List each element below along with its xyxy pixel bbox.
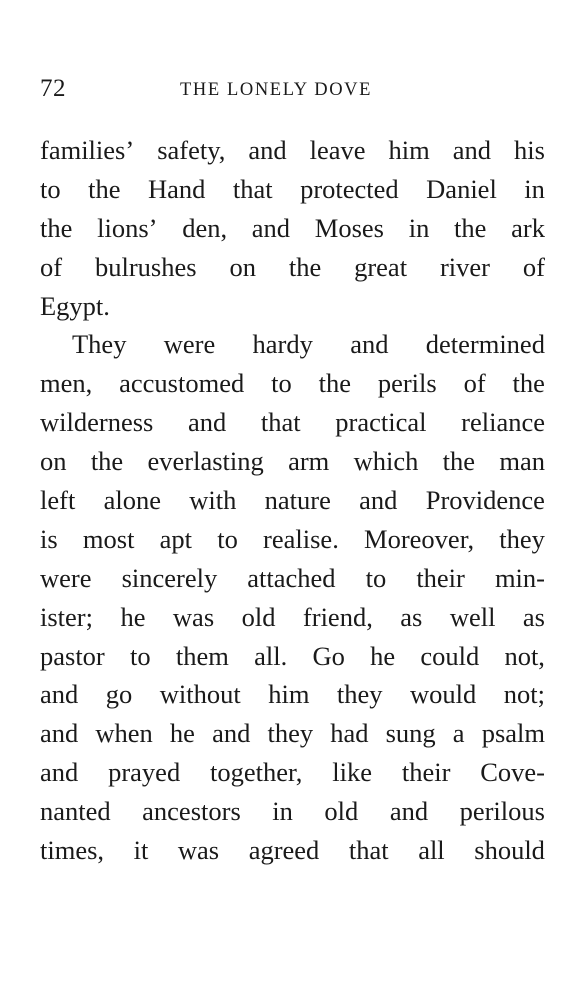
word: the [88,173,121,204]
text-line [40,248,545,287]
word: had [330,718,369,749]
word: and [40,718,79,749]
word: in [524,173,545,204]
word: to [130,640,151,671]
word: in [272,796,293,827]
word: to [40,173,61,204]
word: old [324,796,359,827]
word: friend, [302,601,373,632]
word: Providence [425,485,545,516]
word: without [159,679,241,710]
text-line [40,598,545,637]
word: and [187,407,227,438]
word: of [522,251,545,282]
word: bulrushes [94,251,197,282]
word: on [229,251,256,282]
word: that [232,173,273,204]
word: nature [264,485,331,516]
word: that [348,835,389,866]
text-line [40,287,545,326]
word: ancestors [142,796,241,827]
word: ark [511,212,545,243]
word: great [354,251,408,282]
text-line [40,714,545,753]
word: alone [103,485,161,516]
word: him [388,135,430,165]
word: attached [247,562,336,593]
text-line [40,675,545,714]
word: pastor [40,640,105,671]
running-title: THE LONELY DOVE [180,80,373,100]
word: the [454,212,487,243]
text-line [40,637,545,676]
word: on [40,446,67,477]
word: sung [385,718,436,749]
word: should [474,835,545,866]
word: and [359,485,398,516]
word: agreed [248,835,320,866]
word: well [449,601,496,632]
word: hardy [252,329,313,360]
text-line [40,559,545,598]
word: ister; [40,601,93,632]
word: psalm [481,718,545,749]
text-line [40,831,545,870]
word: was [172,601,215,632]
word: min- [494,562,545,593]
body-text [40,131,545,870]
word: their [401,757,451,788]
word: protected [300,173,399,204]
text-line [40,209,545,248]
word: that [260,407,301,438]
word: it [133,835,149,866]
text-line [40,753,545,792]
word: and [40,757,79,788]
text-line [40,131,545,170]
word: was [177,835,220,866]
word: safety, [157,135,226,165]
word: were [40,562,92,593]
word: the [512,368,545,399]
page-number: 72 [40,75,66,102]
word: he [120,601,146,632]
word: and [251,212,291,243]
text-line [40,325,545,364]
word: as [522,601,545,632]
word: together, [210,757,303,788]
word: they [499,523,545,554]
word: not; [503,679,545,710]
word: them [175,640,229,671]
word: perils [377,368,437,399]
word: men, [40,368,93,399]
text-line [40,520,545,559]
word: accustomed [119,368,245,399]
word: lions’ [97,212,158,243]
word: they [336,679,383,710]
word: river [439,251,490,282]
word: the [442,446,476,477]
word: and [40,679,79,710]
word: the [288,251,322,282]
word: practical [335,407,427,438]
word: determined [425,329,545,360]
word: of [40,251,63,282]
word: wilderness [40,407,154,438]
word: as [400,601,423,632]
word: his [514,135,545,165]
word: families’ [40,135,135,165]
text-line [40,170,545,209]
word: sincerely [121,562,218,593]
word: him [268,679,310,710]
word: den, [182,212,228,243]
word: a [452,718,465,749]
word: apt [159,523,193,554]
word: leave [309,135,366,165]
word: when [95,718,153,749]
text-line [40,792,545,831]
word: he [370,640,396,671]
word: Go [312,640,345,671]
word: the [40,212,73,243]
word: left [40,485,76,516]
word: to [365,562,387,593]
word: Hand [147,173,206,204]
word: which [353,446,419,477]
word: of [463,368,486,399]
word: arm [288,446,330,477]
word: like [332,757,372,788]
word: perilous [459,796,545,827]
word: to [217,523,238,554]
word: the [318,368,351,399]
word: in [408,212,430,243]
word: could [420,640,480,671]
word: realise. [263,523,339,554]
word: reliance [461,407,545,438]
word: man [499,446,545,477]
word: and [212,718,251,749]
word: everlasting [147,446,264,477]
word: most [82,523,135,554]
word: is [40,523,58,554]
word: Daniel [426,173,497,204]
word: the [90,446,124,477]
word: Moreover, [364,523,475,554]
text-line [40,481,545,520]
running-head [40,74,545,104]
word: would [410,679,477,710]
word: nanted [40,796,111,827]
word: they [267,718,314,749]
word: go [105,679,133,710]
word: and [389,796,429,827]
word: times, [40,835,105,866]
text-line [40,364,545,403]
word: and [452,135,492,165]
word: and [248,135,287,165]
word: all [418,835,445,866]
word: were [163,329,216,360]
word: not, [504,640,545,671]
word: with [189,485,237,516]
word: prayed [108,757,181,788]
word: They [72,329,127,360]
word: Moses [314,212,384,243]
text-line [40,403,545,442]
word: all. [254,640,288,671]
text-line [40,442,545,481]
word: and [350,329,389,360]
word: to [271,368,292,399]
word: their [416,562,465,593]
word: Cove- [480,757,545,788]
word: old [241,601,276,632]
word: he [169,718,195,749]
word: Egypt. [40,290,110,321]
